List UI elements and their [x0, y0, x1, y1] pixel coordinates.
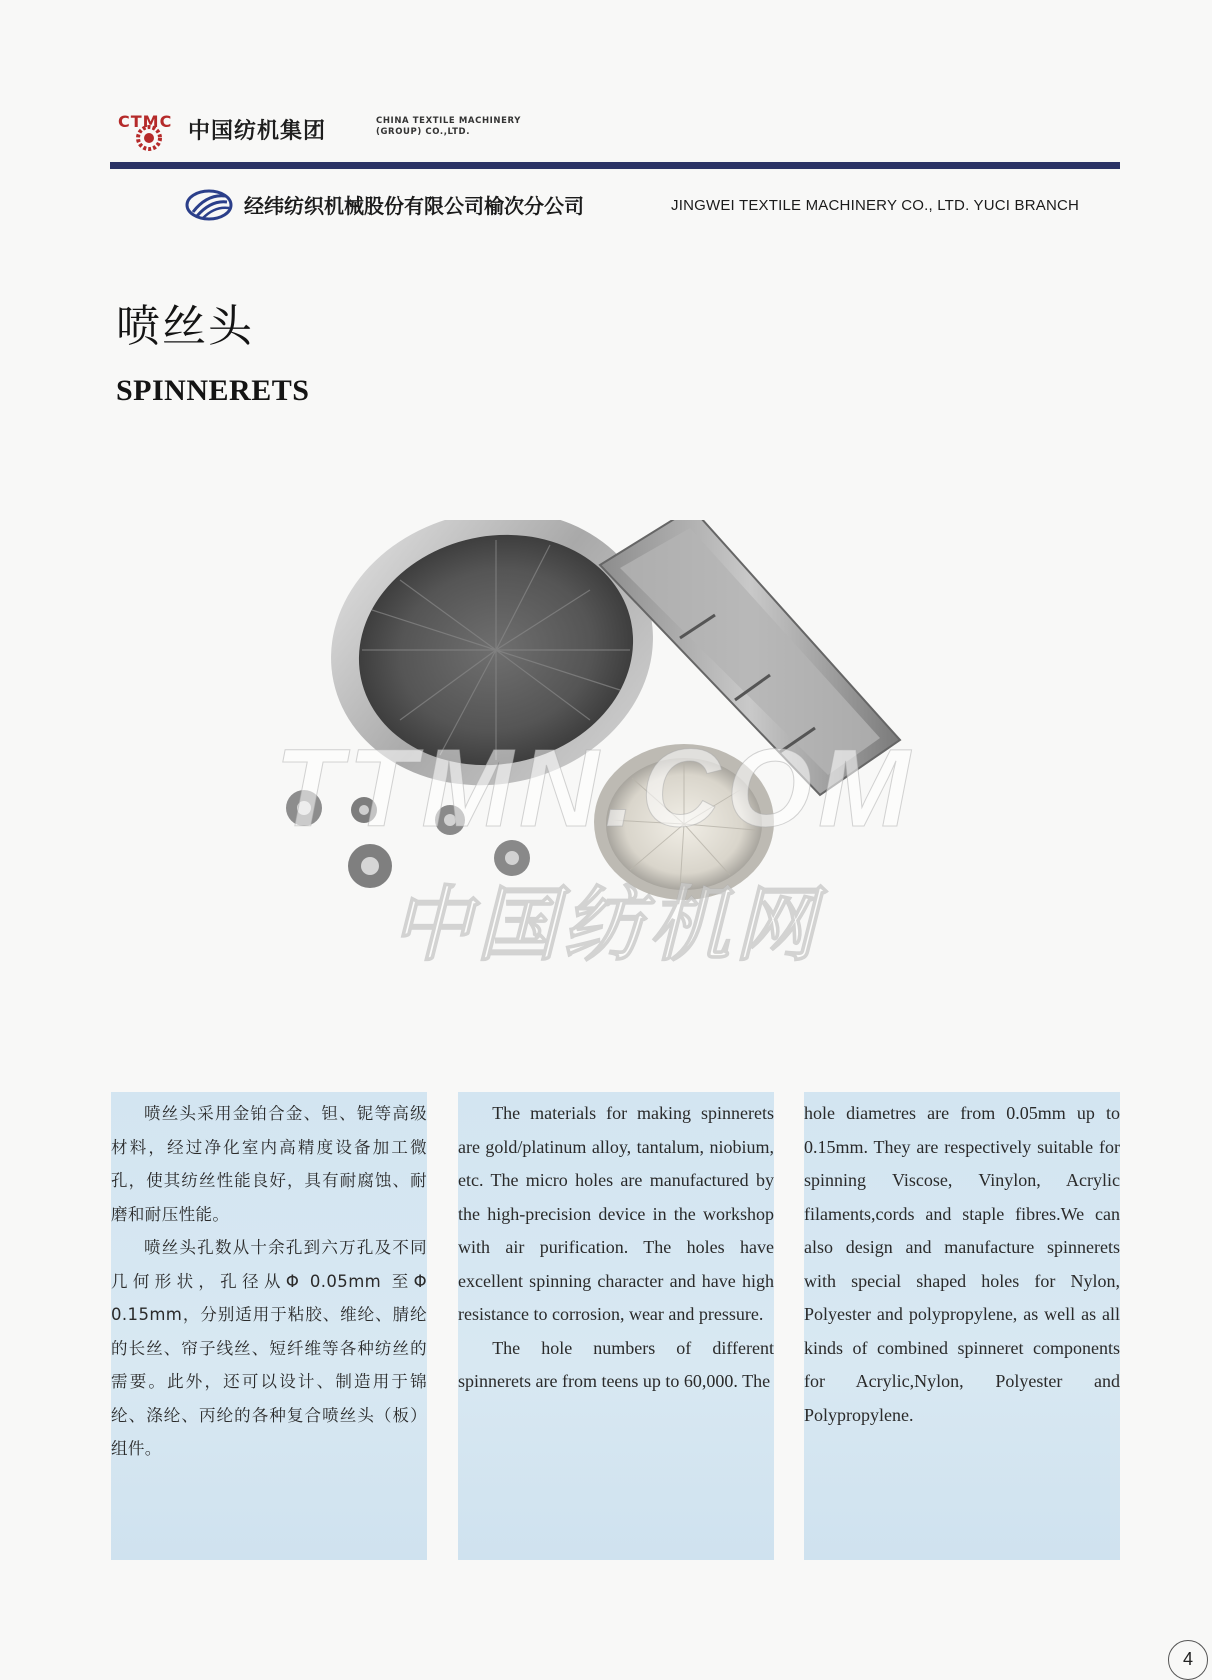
header-rule — [110, 162, 1120, 169]
group-name-en-line2: (GROUP) CO.,LTD. — [376, 127, 471, 137]
group-name-cn: 中国纺机集团 — [188, 119, 327, 144]
page-number: 4 — [1168, 1640, 1208, 1680]
watermark-en: TTMN.COM — [275, 727, 916, 850]
jingwei-logo-icon — [185, 188, 233, 222]
group-name-en-line1: CHINA TEXTILE MACHINERY — [376, 116, 521, 126]
text-column-en-2 — [804, 1092, 1120, 1560]
ctmc-logo-text: CTMC — [118, 112, 173, 131]
text-column-cn — [111, 1092, 427, 1560]
company-name-cn: 经纬纺织机械股份有限公司榆次分公司 — [244, 194, 584, 218]
cn-paragraph-1: 喷丝头采用金铂合金、钽、铌等高级材料，经过净化室内高精度设备加工微孔，使其纺丝性能良好，具有耐腐蚀、耐磨和耐压性能。 — [111, 1104, 427, 1224]
company-name-en: JINGWEI TEXTILE MACHINERY CO., LTD. YUCI BRANCH — [671, 197, 1080, 214]
en-paragraph-3: hole diametres are from 0.05mm up to 0.15mm. They are respectively suitable for spinning Viscose, Vinylon, Acrylic filaments,cords and staple fibres.We can also design and manufacture spinnerets with special shaped holes for Nylon, Polyester and polypropylene, as well as all kinds of combined spinneret components for Acrylic,Nylon, Polyester and Polypropylene. — [804, 1103, 1120, 1425]
en-paragraph-1: The materials for making spinnerets are gold/platinum alloy, tantalum, niobium, etc. The micro holes are manufactured by the high-precision device in the workshop with air purification. The holes have excellent spinning character and have high resistance to corrosion, wear and pressure. — [458, 1103, 774, 1324]
page-title-en: SPINNERETS — [116, 374, 310, 407]
group-name-en — [376, 116, 521, 138]
text-column-en-1 — [458, 1092, 774, 1560]
page-title-cn: 喷丝头 — [116, 301, 254, 352]
watermark-cn: 中国纺机网 — [390, 878, 820, 973]
en-paragraph-2: The hole numbers of different spinnerets are from teens up to 60,000. The — [458, 1337, 774, 1391]
cn-paragraph-2: 喷丝头孔数从十余孔到六万孔及不同几何形状，孔径从Φ 0.05mm 至Φ 0.15mm，分别适用于粘胶、维纶、腈纶的长丝、帘子线丝、短纤维等各种纺丝的需要。此外，还可以设计、制造用于锦纶、涤纶、丙纶的各种复合喷丝头（板）组件。 — [111, 1238, 427, 1458]
